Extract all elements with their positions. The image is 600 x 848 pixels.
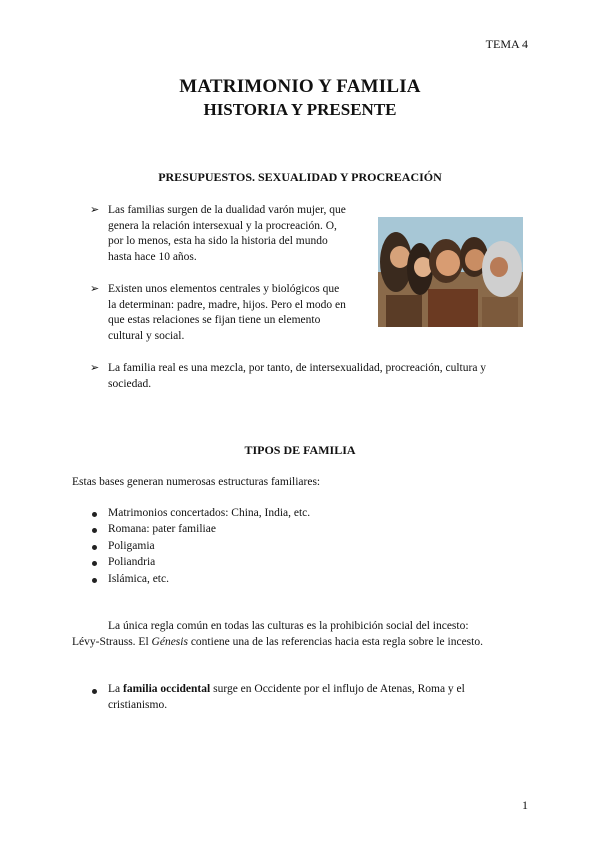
text-line: la determinan: padre, madre, hijos. Pero el modo en [108,298,346,311]
text-line: hasta hace 10 años. [108,250,197,263]
text-line [108,682,528,698]
family-illustration [378,217,523,327]
bullet-icon [92,689,97,694]
arrow-bullet-icon: ➢ [90,283,100,295]
text-line: Las familias surgen de la dualidad varón mujer, que [108,204,346,216]
bullet-icon [92,561,97,566]
text-span: contiene una de las referencias hacia esta regla sobre le incesto. [187,635,483,648]
section-heading-presupuestos: PRESUPUESTOS. SEXUALIDAD Y PROCREACIÓN [158,170,442,184]
text-line: sociedad. [108,377,152,390]
list-item: Poligamia [108,540,155,552]
text-line: por lo menos, esta ha sido la historia del mundo [108,235,328,248]
text-line: cultural y social. [108,329,185,342]
text-span: La [108,683,124,695]
incest-rule-paragraph [72,619,528,650]
occidental-paragraph [108,682,528,713]
text-span: surge en Occidente por el influjo de Atenas, Roma y el [210,683,465,695]
arrow-bullet-icon: ➢ [90,204,100,216]
page-subtitle: HISTORIA Y PRESENTE [203,100,397,119]
section-heading-tipos: TIPOS DE FAMILIA [244,443,356,457]
text-line: Existen unos elementos centrales y biológicos que [108,283,340,295]
paragraph-item-1 [108,203,361,265]
intro-text: Estas bases generan numerosas estructuras familiares: [72,476,321,488]
page-number: 1 [522,798,528,812]
text-span: Lévy-Strauss. El [72,635,152,648]
text-line: genera la relación intersexual y la procreación. O, [108,219,337,232]
text-line: La única regla común en todas las culturas es la prohibición social del incesto: [108,620,469,632]
list-item: Poliandria [108,556,156,568]
bullet-icon [92,528,97,533]
bullet-icon [92,578,97,583]
paragraph-item-2 [108,282,361,344]
genesis-italic: Génesis [151,635,188,648]
bullet-icon [92,545,97,550]
text-line: cristianismo. [108,698,168,711]
text-line: que estas relaciones se fijan tiene un elemento [108,314,321,327]
list-item: Romana: pater familiae [108,523,216,535]
page-title: MATRIMONIO Y FAMILIA [179,76,421,97]
paragraph-item-3 [108,361,528,392]
arrow-bullet-icon: ➢ [90,362,100,374]
list-item: Islámica, etc. [108,573,169,585]
list-item: Matrimonios concertados: China, India, etc. [108,507,311,519]
familia-occidental-bold: familia occidental [123,683,211,695]
text-line [72,635,528,651]
bullet-icon [92,512,97,517]
topic-number: TEMA 4 [485,37,528,51]
text-line: La familia real es una mezcla, por tanto, de intersexualidad, procreación, cultura y [108,362,487,374]
